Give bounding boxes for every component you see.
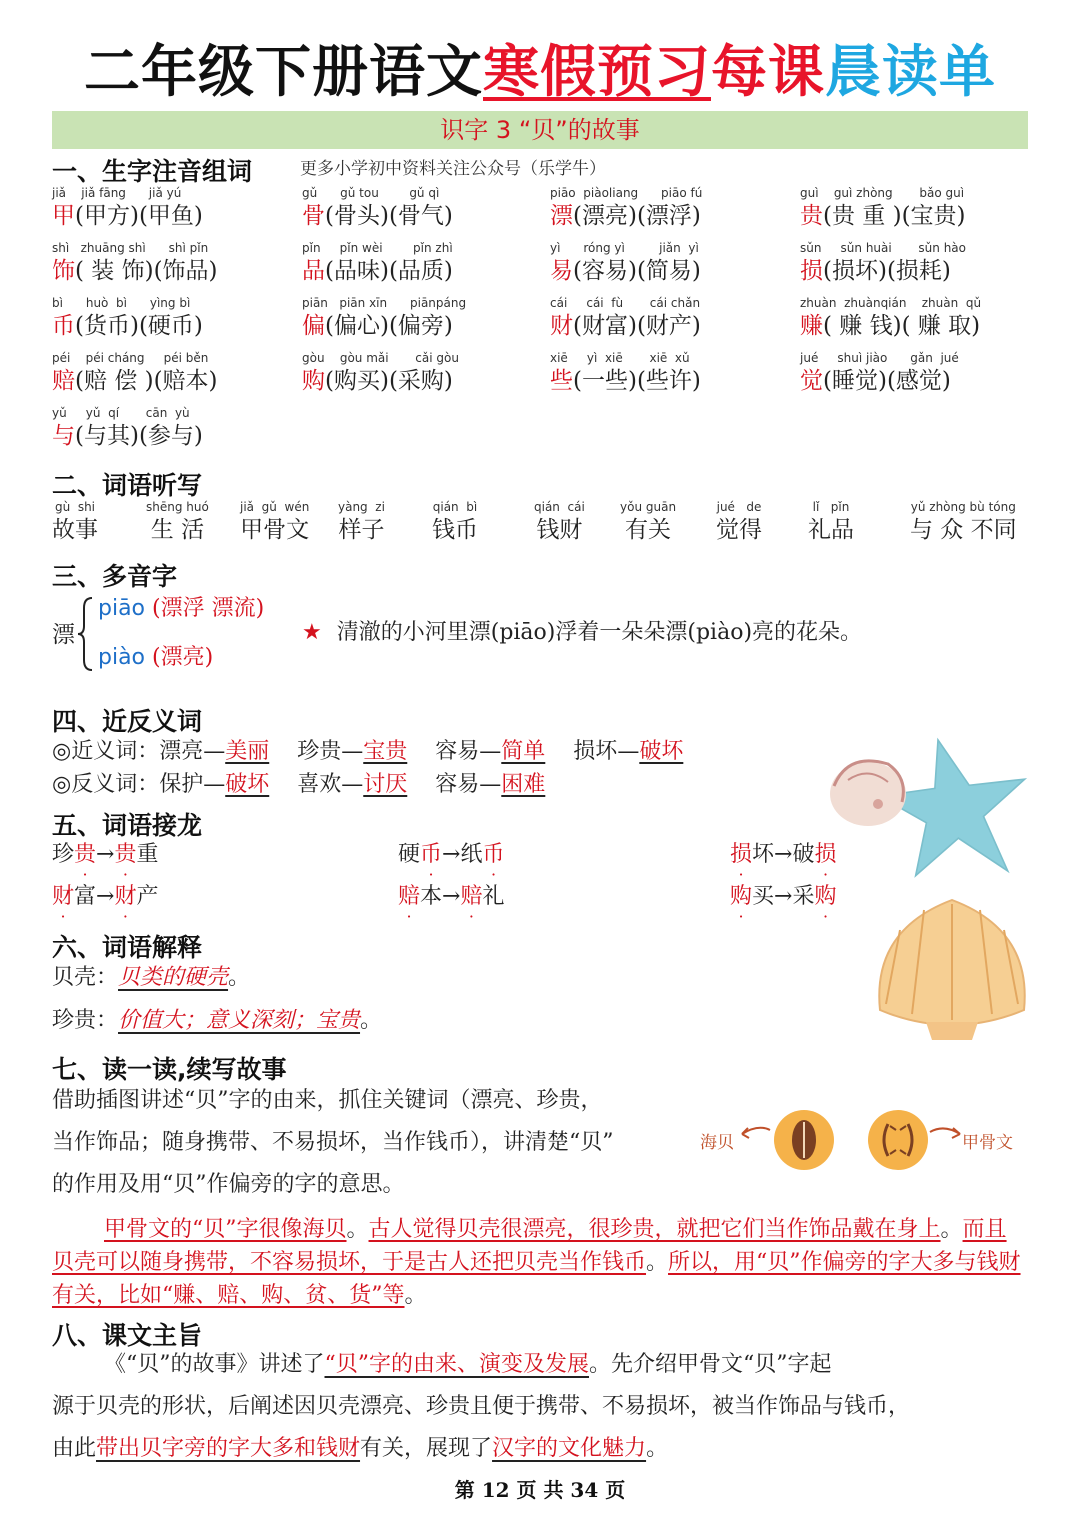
word-list: (与其)(参与)	[75, 423, 203, 449]
vocab-words	[800, 366, 959, 396]
dash: —	[617, 739, 640, 764]
pinyin-line: guì guì zhòng bǎo guì	[800, 186, 965, 200]
dash: —	[479, 772, 502, 797]
section4-heading: 四、近反义词	[52, 707, 203, 736]
word-list: ( 赚 钱)( 赚 取)	[823, 313, 981, 339]
definition-text: 价值大；意义深刻；宝贵	[118, 1008, 361, 1033]
vocab-words	[52, 256, 218, 286]
word-list: (财富)(财产)	[573, 313, 701, 339]
section7-heading: 七、读一读,续写故事	[52, 1055, 287, 1084]
word-a: 保护	[159, 772, 204, 797]
word-list: (甲方)(甲鱼)	[75, 203, 203, 229]
vocab-words	[52, 366, 218, 396]
reading-1-words: (漂浮 漂流)	[152, 596, 265, 621]
word-list: (品味)(品质)	[325, 258, 453, 284]
vocab-entry	[302, 241, 453, 286]
seashell-label: 海贝	[700, 1133, 734, 1153]
word-a: 漂亮	[159, 739, 204, 764]
seashell-icon	[738, 1108, 838, 1172]
word-text: 觉得	[716, 517, 762, 543]
vocab-words	[550, 201, 702, 231]
section1-heading: 一、生字注音组词	[52, 157, 253, 186]
chain-char: 财	[52, 884, 75, 909]
word-a: 喜欢	[297, 772, 342, 797]
chain-char: 本	[420, 884, 443, 909]
new-character: 品	[302, 258, 325, 284]
word-text: 礼品	[808, 517, 854, 543]
new-character: 漂	[550, 203, 573, 229]
new-character: 购	[302, 368, 325, 394]
chain-item	[398, 882, 505, 912]
dictation-word	[534, 500, 585, 545]
new-character: 损	[800, 258, 823, 284]
new-character: 骨	[302, 203, 325, 229]
antonym-label: ◎反义词：	[52, 772, 160, 797]
pinyin-line: qián cái	[534, 500, 585, 514]
dash: —	[341, 739, 364, 764]
word-list: (漂亮)(漂浮)	[573, 203, 701, 229]
word-pair	[435, 772, 545, 797]
new-character: 与	[52, 423, 75, 449]
vocab-entry	[52, 351, 218, 396]
dash: —	[479, 739, 502, 764]
arrow-icon: →	[774, 842, 793, 867]
dictation-word	[910, 500, 1017, 545]
definition-term: 贝壳：	[52, 965, 119, 990]
dictation-word	[146, 500, 209, 545]
main-idea-text: 《“贝”的故事》讲述了	[104, 1352, 325, 1377]
chain-char: 坏	[752, 842, 775, 867]
dictation-word	[338, 500, 385, 545]
story-answer: 甲骨文的“贝”字很像海贝。古人觉得贝壳很漂亮，很珍贵，就把它们当作饰品戴在身上。而且贝壳可以随身携带，不容易损坏，于是古人还把贝壳当作钱币。所以，用“贝”作偏旁的字大多与钱财有关，比如“赚、赔、购、贫、货”等。	[52, 1217, 1021, 1308]
vocab-entry	[550, 241, 701, 286]
vocab-entry	[550, 186, 702, 231]
dash: —	[203, 772, 226, 797]
word-a: 容易	[435, 739, 480, 764]
new-character: 赔	[52, 368, 75, 394]
vocab-entry	[52, 406, 203, 451]
pinyin-line: yàng zi	[338, 500, 385, 514]
pinyin-line: lǐ pǐn	[812, 500, 850, 514]
word-b: 讨厌	[363, 772, 408, 797]
lesson-banner: 识字 3 “贝”的故事	[52, 111, 1028, 149]
synonym-label: ◎近义词：	[52, 739, 160, 764]
reading-2-pinyin: piào	[98, 645, 146, 670]
page-footer: 第 12 页 共 34 页	[454, 1478, 626, 1502]
new-character: 偏	[302, 313, 325, 339]
chain-char: 礼	[482, 884, 505, 909]
definition-1: 贝壳：贝类的硬壳。	[52, 965, 251, 990]
chain-char: 损	[814, 842, 837, 867]
antonym-row	[52, 770, 545, 800]
main-idea-paragraph	[52, 1344, 1032, 1470]
pinyin-line: yǒu guān	[620, 500, 677, 514]
definition-2: 珍贵：价值大；意义深刻；宝贵。	[52, 1008, 383, 1033]
chain-char: 贵	[114, 842, 137, 867]
vocab-words	[52, 421, 203, 451]
chain-char: 贵	[74, 842, 97, 867]
word-pair	[297, 772, 407, 797]
star-icon: ★	[302, 620, 322, 645]
vocab-words	[800, 311, 981, 341]
word-text: 故事	[52, 517, 98, 543]
brace-shape	[76, 596, 96, 672]
section6-heading: 六、词语解释	[52, 933, 203, 962]
arrow-icon: →	[96, 842, 115, 867]
pinyin-line: piāo piàoliang piāo fú	[550, 186, 703, 200]
main-idea-text: 由此	[52, 1436, 97, 1461]
arrow-icon: →	[774, 884, 793, 909]
new-character: 觉	[800, 368, 823, 394]
pinyin-line: zhuàn zhuànqián zhuàn qǔ	[800, 296, 982, 310]
chain-item	[730, 840, 837, 870]
chain-item	[730, 882, 837, 912]
oracle-bone-label: 甲骨文	[962, 1133, 1013, 1153]
definition-text: 贝类的硬壳	[118, 965, 229, 990]
word-list: (货币)(硬币)	[75, 313, 203, 339]
pinyin-line: sǔn sǔn huài sǔn hào	[800, 241, 966, 255]
section1-note: 更多小学初中资料关注公众号（乐学牛）	[300, 159, 606, 179]
vocab-words	[52, 311, 203, 341]
vocab-entry	[52, 186, 203, 231]
section3-heading: 三、多音字	[52, 562, 178, 591]
dictation-word	[716, 500, 762, 545]
new-character: 财	[550, 313, 573, 339]
vocab-words	[550, 256, 701, 286]
prompt-line-1: 借助插图讲述“贝”字的由来，抓住关键词（漂亮、珍贵，	[52, 1088, 603, 1113]
word-text: 与 众 不同	[910, 517, 1017, 543]
word-list: (购买)(采购)	[325, 368, 453, 394]
word-list: (容易)(简易)	[573, 258, 701, 284]
chain-char: 纸	[460, 842, 483, 867]
pinyin-line: xiē yì xiē xiē xǔ	[550, 351, 690, 365]
polyphone-reading-1	[98, 594, 264, 624]
chain-char: 赔	[398, 884, 421, 909]
section7-prompt	[52, 1080, 692, 1206]
dash: —	[341, 772, 364, 797]
new-character: 易	[550, 258, 573, 284]
chain-char: 财	[114, 884, 137, 909]
word-a: 容易	[435, 772, 480, 797]
word-a: 珍贵	[297, 739, 342, 764]
main-idea-text: 源于贝壳的形状，后阐述因贝壳漂亮、珍贵且便于携带、不易损坏，被当作饰品与钱币，	[52, 1394, 911, 1419]
title-part3: 每课	[711, 40, 825, 105]
pinyin-line: bì huò bì yìng bì	[52, 296, 191, 310]
vocab-entry	[800, 241, 966, 286]
word-text: 钱币	[432, 517, 478, 543]
dictation-word	[620, 500, 676, 545]
word-list: (睡觉)(感觉)	[823, 368, 951, 394]
main-idea-text: 。	[646, 1436, 669, 1461]
chain-item	[398, 840, 505, 870]
pinyin-line: jué shuì jiào gǎn jué	[800, 351, 959, 365]
vocab-entry	[800, 296, 981, 341]
pinyin-line: gù shi	[54, 500, 96, 514]
word-text: 钱财	[536, 517, 583, 543]
answer-sentence-3: 而且贝壳可以随身携带，不容易损坏，于是古人还把贝壳当作钱币	[52, 1217, 1007, 1275]
arrow-icon: →	[442, 842, 461, 867]
pinyin-line: shì zhuāng shì shì pǐn	[52, 241, 209, 255]
page-title	[0, 28, 1080, 108]
reading-2-words: (漂亮)	[152, 645, 214, 670]
main-idea-text: 有关，展现了	[360, 1436, 493, 1461]
section8-heading: 八、课文主旨	[52, 1321, 203, 1350]
definition-term: 珍贵：	[52, 1008, 119, 1033]
dictation-word	[432, 500, 478, 545]
dictation-word	[52, 500, 98, 545]
title-part2: 寒假预习	[483, 40, 711, 105]
new-character: 币	[52, 313, 75, 339]
new-character: 饰	[52, 258, 75, 284]
oracle-bone-glyph-icon	[866, 1108, 966, 1172]
reading-1-pinyin: piāo	[98, 596, 146, 621]
pinyin-line: piān piān xīn piānpáng	[302, 296, 467, 310]
chain-char: 硬	[398, 842, 421, 867]
vocab-entry	[302, 296, 466, 341]
vocab-words	[550, 366, 701, 396]
arrow-icon: →	[96, 884, 115, 909]
section2-heading: 二、词语听写	[52, 471, 203, 500]
sentence-text: 清澈的小河里漂(piāo)浮着一朵朵漂(piào)亮的花朵。	[336, 620, 863, 645]
chain-char: 币	[420, 842, 443, 867]
chain-char: 购	[814, 884, 837, 909]
vocab-words	[302, 256, 453, 286]
word-list: ( 装 饰)(饰品)	[75, 258, 218, 284]
new-character: 甲	[52, 203, 75, 229]
word-list: (偏心)(偏旁)	[325, 313, 453, 339]
title-part1: 二年级下册语文	[84, 40, 483, 105]
pinyin-line: péi péi cháng péi běn	[52, 351, 209, 365]
pinyin-line: jiǎ gǔ wén	[240, 500, 310, 514]
pinyin-line: gǔ gǔ tou gǔ qì	[302, 186, 440, 200]
vocab-entry	[52, 241, 218, 286]
chain-char: 买	[752, 884, 775, 909]
chain-char: 损	[730, 842, 753, 867]
dictation-word	[808, 500, 854, 545]
synonym-row	[52, 737, 683, 767]
word-text: 样子	[338, 517, 385, 543]
pinyin-line: pǐn pǐn wèi pǐn zhì	[302, 241, 453, 255]
pinyin-line: jiǎ jiǎ fāng jiǎ yú	[52, 186, 182, 200]
chain-char: 富	[74, 884, 97, 909]
vocab-words	[302, 366, 459, 396]
vocab-entry	[800, 351, 959, 396]
main-idea-answer-3: 汉字的文化魅力	[492, 1436, 647, 1461]
vocab-entry	[550, 296, 701, 341]
word-list: (骨头)(骨气)	[325, 203, 453, 229]
polyphone-sentence	[302, 618, 862, 648]
chain-char: 产	[136, 884, 159, 909]
word-b: 宝贵	[363, 739, 408, 764]
vocab-words	[302, 311, 466, 341]
new-character: 些	[550, 368, 573, 394]
word-pair	[435, 739, 545, 764]
word-list: (赔 偿 )(赔本)	[75, 368, 218, 394]
main-idea-answer-2: 带出贝字旁的字大多和钱财	[96, 1436, 361, 1461]
word-list: (贵 重 )(宝贵)	[823, 203, 966, 229]
chain-char: 破	[792, 842, 815, 867]
new-character: 贵	[800, 203, 823, 229]
answer-sentence-1: 甲骨文的“贝”字很像海贝	[104, 1217, 347, 1242]
vocab-words	[800, 256, 966, 286]
chain-char: 币	[482, 842, 505, 867]
chain-char: 重	[136, 842, 159, 867]
pinyin-line: shēng huó	[146, 500, 209, 514]
word-b: 破坏	[639, 739, 684, 764]
word-pair	[159, 739, 269, 764]
vocab-entry	[800, 186, 966, 231]
word-text: 甲骨文	[240, 517, 310, 543]
polyphone-reading-2	[98, 643, 213, 673]
main-idea-answer-1: “贝”字的由来、演变及发展	[324, 1352, 589, 1377]
prompt-line-2: 当作饰品；随身携带、不易损坏，当作钱币），讲清楚“贝”	[52, 1130, 614, 1155]
vocab-words	[550, 311, 701, 341]
word-b: 简单	[501, 739, 546, 764]
pinyin-line: jué de	[716, 500, 762, 514]
vocab-words	[302, 201, 453, 231]
word-text: 生 活	[150, 517, 205, 543]
word-b: 破坏	[225, 772, 270, 797]
new-character: 赚	[800, 313, 823, 339]
word-text: 有关	[625, 517, 672, 543]
pinyin-line: yǔ zhòng bù tóng	[910, 500, 1016, 514]
vocab-entry	[52, 296, 203, 341]
shells-illustration-icon	[826, 720, 1056, 1040]
word-pair	[159, 772, 269, 797]
pinyin-line: yì róng yì jiǎn yì	[550, 241, 699, 255]
chain-item	[52, 882, 159, 912]
chain-item	[52, 840, 159, 870]
vocab-entry	[302, 186, 453, 231]
word-b: 美丽	[225, 739, 270, 764]
polyphone-char: 漂	[52, 622, 75, 648]
dictation-word	[240, 500, 309, 545]
pinyin-line: qián bì	[432, 500, 478, 514]
chain-char: 采	[792, 884, 815, 909]
chain-char: 珍	[52, 842, 75, 867]
vocab-entry	[550, 351, 701, 396]
word-pair	[573, 739, 683, 764]
chain-char: 购	[730, 884, 753, 909]
pinyin-line: cái cái fù cái chǎn	[550, 296, 701, 310]
word-list: (损坏)(损耗)	[823, 258, 951, 284]
main-idea-text: 。先介绍甲骨文“贝”字起	[589, 1352, 832, 1377]
prompt-line-3: 的作用及用“贝”作偏旁的字的意思。	[52, 1172, 405, 1197]
answer-sentence-2: 古人觉得贝壳很漂亮，很珍贵，就把它们当作饰品戴在身上	[368, 1217, 941, 1242]
word-list: (一些)(些许)	[573, 368, 701, 394]
pinyin-line: gòu gòu mǎi cǎi gòu	[302, 351, 459, 365]
vocab-words	[800, 201, 966, 231]
vocab-words	[52, 201, 203, 231]
chain-char: 赔	[460, 884, 483, 909]
word-a: 损坏	[573, 739, 618, 764]
title-part4: 晨读单	[825, 40, 996, 105]
word-pair	[297, 739, 407, 764]
arrow-icon: →	[442, 884, 461, 909]
answer-sentence-4: 所以，用“贝”作偏旁的字大多与钱财有关，比如“赚、赔、购、贫、货”等	[52, 1250, 1021, 1308]
dash: —	[203, 739, 226, 764]
pinyin-line: yǔ yǔ qí cān yù	[52, 406, 190, 420]
section5-heading: 五、词语接龙	[52, 811, 203, 840]
vocab-entry	[302, 351, 459, 396]
word-b: 困难	[501, 772, 546, 797]
